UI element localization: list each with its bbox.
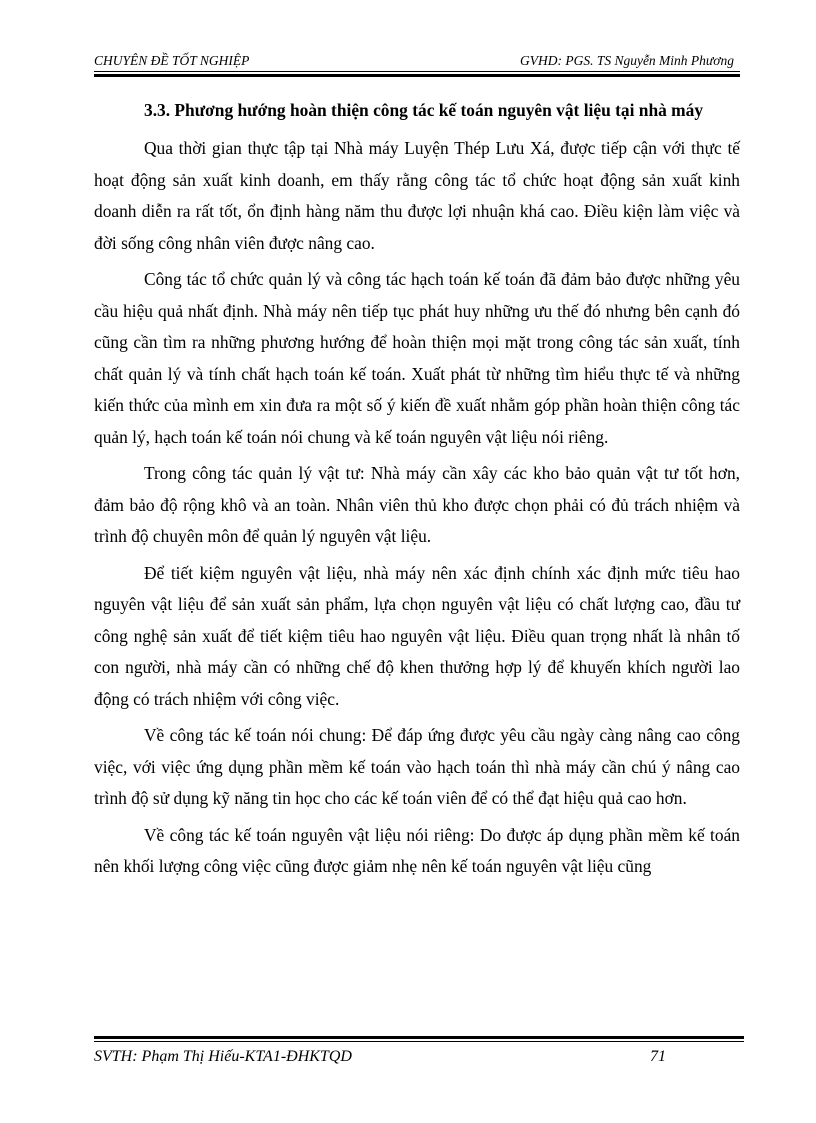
paragraph: Trong công tác quản lý vật tư: Nhà máy cần xây các kho bảo quản vật tư tốt hơn, đảm bảo độ rộng khô và an toàn. Nhân viên thủ kho được chọn phải có đủ trách nhiệm và trình độ chuyên môn để quản lý nguyên vật liệu. <box>94 463 740 546</box>
page-number: 71 <box>650 1048 666 1065</box>
paragraph: Về công tác kế toán nguyên vật liệu nói riêng: Do được áp dụng phần mềm kế toán nên khối lượng công việc cũng được giảm nhẹ nên kế toán nguyên vật liệu cũng <box>94 824 740 876</box>
header-supervisor: GVHD: PGS. TS Nguyễn Minh Phương <box>519 53 734 68</box>
section-heading: 3.3. Phương hướng hoàn thiện công tác kế toán nguyên vật liệu tại nhà máy <box>144 100 704 120</box>
paragraph: Về công tác kế toán nói chung: Để đáp ứng được yêu cầu ngày càng nâng cao công việc, với việc ứng dụng phần mềm kế toán vào hạch toán thì nhà máy cần chú ý nâng cao trình độ sử dụng kỹ năng tin học cho các kế toán viên để có thể đạt hiệu quả cao hơn. <box>94 725 740 808</box>
header-thesis-title: CHUYÊN ĐỀ TỐT NGHIỆP <box>94 53 250 68</box>
paragraph: Để tiết kiệm nguyên vật liệu, nhà máy nên xác định chính xác định mức tiêu hao nguyên vật liệu để sản xuất sản phẩm, lựa chọn nguyên vật liệu có chất lượng cao, đầu tư công nghệ sản xuất để tiết kiệm tiêu hao nguyên vật liệu. Điều quan trọng nhất là nhân tố con người, nhà máy cần có những chế độ khen thưởng hợp lý để khuyến khích người lao động có trách nhiệm với công việc. <box>94 562 740 709</box>
header-rule-thin <box>94 71 740 72</box>
footer-student-info: SVTH: Phạm Thị Hiếu-KTA1-ĐHKTQD <box>94 1048 352 1065</box>
paragraph: Qua thời gian thực tập tại Nhà máy Luyện Thép Lưu Xá, được tiếp cận với thực tế hoạt động sản xuất kinh doanh, em thấy rằng công tác tổ chức hoạt động sản xuất kinh doanh diễn ra rất tốt, ổn định hàng năm thu được lợi nhuận khá cao. Điều kiện làm việc và đời sống công nhân viên được nâng cao. <box>94 138 740 253</box>
paragraph: Công tác tổ chức quản lý và công tác hạch toán kế toán đã đảm bảo được những yêu cầu hiệu quả nhất định. Nhà máy nên tiếp tục phát huy những ưu thế đó nhưng bên cạnh đó cũng cần tìm ra những phương hướng để hoàn thiện mọi mặt trong công tác sản xuất, tính chất quản lý và tính chất hạch toán kế toán. Xuất phát từ những tìm hiểu thực tế và những kiến thức của mình em xin đưa ra một số ý kiến đề xuất nhằm góp phần hoàn thiện công tác quản lý, hạch toán kế toán nói chung và kế toán nguyên vật liệu nói riêng. <box>94 269 740 447</box>
page-footer <box>94 1048 744 1072</box>
header-rule-thick <box>94 74 740 77</box>
footer-rule-thin <box>94 1041 744 1042</box>
footer-rule-thick <box>94 1036 744 1039</box>
page-body <box>94 93 740 888</box>
